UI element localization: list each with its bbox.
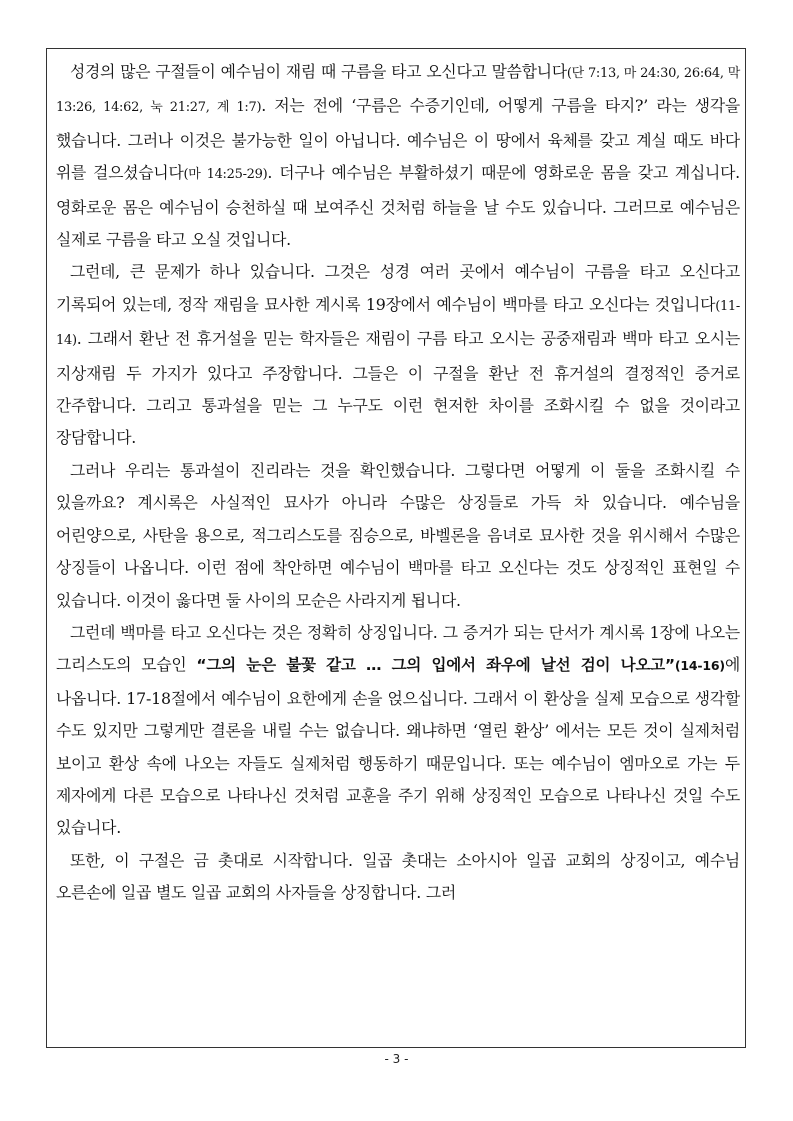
paragraph-1-text-c: . 더구나 예수님은 부활하셨기 때문에 영화로운 몸을 갖고 계십니다. 영화로운 몸은 예수님이 승천하실 때 보여주신 것처럼 하늘을 날 수도 있습니다. 그러므로 예수님은 실제로 구름을 타고 오실 것입니다.	[56, 163, 740, 250]
paragraph-3-text: 그러나 우리는 통과설이 진리라는 것을 확인했습니다. 그렇다면 어떻게 이 둘을 조화시킬 수 있을까요? 계시록은 사실적인 묘사가 아니라 수많은 상징들로 가득 차 있습니다. 예수님을 어린양으로, 사탄을 용으로, 적그리스도를 짐승으로, 바벨론을 음녀로 묘사한 것을 위시해서 수많은 상징들이 나옵니다. 이런 점에 착안하면 예수님이 백마를 타고 오신다는 것도 상징적인 표현일 수 있습니다. 이것이 옳다면 둘 사이의 모순은 사라지게 됩니다.	[56, 460, 740, 610]
paragraph-1-text-a: 성경의 많은 구절들이 예수님이 재림 때 구름을 타고 오신다고 말씀합니다	[70, 62, 567, 81]
paragraph-5	[56, 845, 740, 910]
paragraph-2-text-b: . 그래서 환난 전 휴거설을 믿는 학자들은 재림이 구름 타고 오시는 공중재림과 백마 타고 오시는 지상재림 두 가지가 있다고 주장합니다. 그들은 이 구절을 환난 전 휴거설의 결정적인 증거로 간주합니다. 그리고 통과설을 믿는 그 누구도 이런 현저한 차이를 조화시킬 수 없을 것이라고 장담합니다.	[56, 329, 740, 448]
paragraph-2-text-a: 그런데, 큰 문제가 하나 있습니다. 그것은 성경 여러 곳에서 예수님이 구름을 타고 오신다고 기록되어 있는데, 정작 재림을 묘사한 계시록 19장에서 예수님이 백마를 타고 오신다는 것입니다	[56, 262, 740, 314]
paragraph-1	[56, 56, 740, 256]
page-number: - 3 -	[384, 1052, 409, 1066]
scripture-reference: (단 7:13, 마 24:30, 26:64, 막 13:26, 14:62, 눅 21:27, 계 1:7)	[56, 66, 740, 116]
paragraph-4	[56, 617, 740, 845]
paragraph-5-text: 또한, 이 구절은 금 촛대로 시작합니다. 일곱 촛대는 소아시아 일곱 교회의 상징이고, 예수님 오른손에 일곱 별도 일곱 교회의 사자들을 상징합니다. 그러	[56, 850, 740, 903]
paragraph-2	[56, 256, 740, 454]
paragraph-4-text-b: 에 나옵니다. 17-18절에서 예수님이 요한에게 손을 얹으십니다. 그래서 이 환상을 실제 모습으로 생각할 수도 있지만 그렇게만 결론을 내릴 수는 없습니다. 왜냐하면 ‘열린 환상’ 에서는 모든 것이 실제처럼 보이고 환상 속에 나오는 자들도 실제처럼 행동하기 때문입니다. 또는 예수님이 엠마오로 가는 두 제자에게 다른 모습으로 나타나신 것처럼 교훈을 주기 위해 상징적인 모습으로 나타나신 것일 수도 있습니다.	[56, 655, 740, 838]
paragraph-4-text-a: 그런데 백마를 타고 오신다는 것은 정확히 상징입니다. 그 증거가 되는 단서가 계시록 1장에 나오는 그리스도의 모습인	[56, 622, 740, 675]
bold-scripture-quote: “그의 눈은 불꽃 같고 … 그의 입에서 좌우에 날선 검이 나오고”	[196, 656, 675, 675]
scripture-reference: (11-14)	[56, 298, 740, 349]
document-body	[56, 56, 740, 910]
paragraph-1-text-b: . 저는 전에 ‘구름은 수증기인데, 어떻게 구름을 타지?’ 라는 생각을 했습니다. 그러나 이것은 불가능한 일이 아닙니다. 예수님은 이 땅에서 육체를 갖고 계실 때도 바다 위를 걸으셨습니다	[56, 96, 740, 183]
paragraph-3	[56, 455, 740, 617]
scripture-reference-bold: (14-16)	[674, 658, 725, 674]
scripture-reference: (마 14:25-29)	[183, 167, 268, 183]
